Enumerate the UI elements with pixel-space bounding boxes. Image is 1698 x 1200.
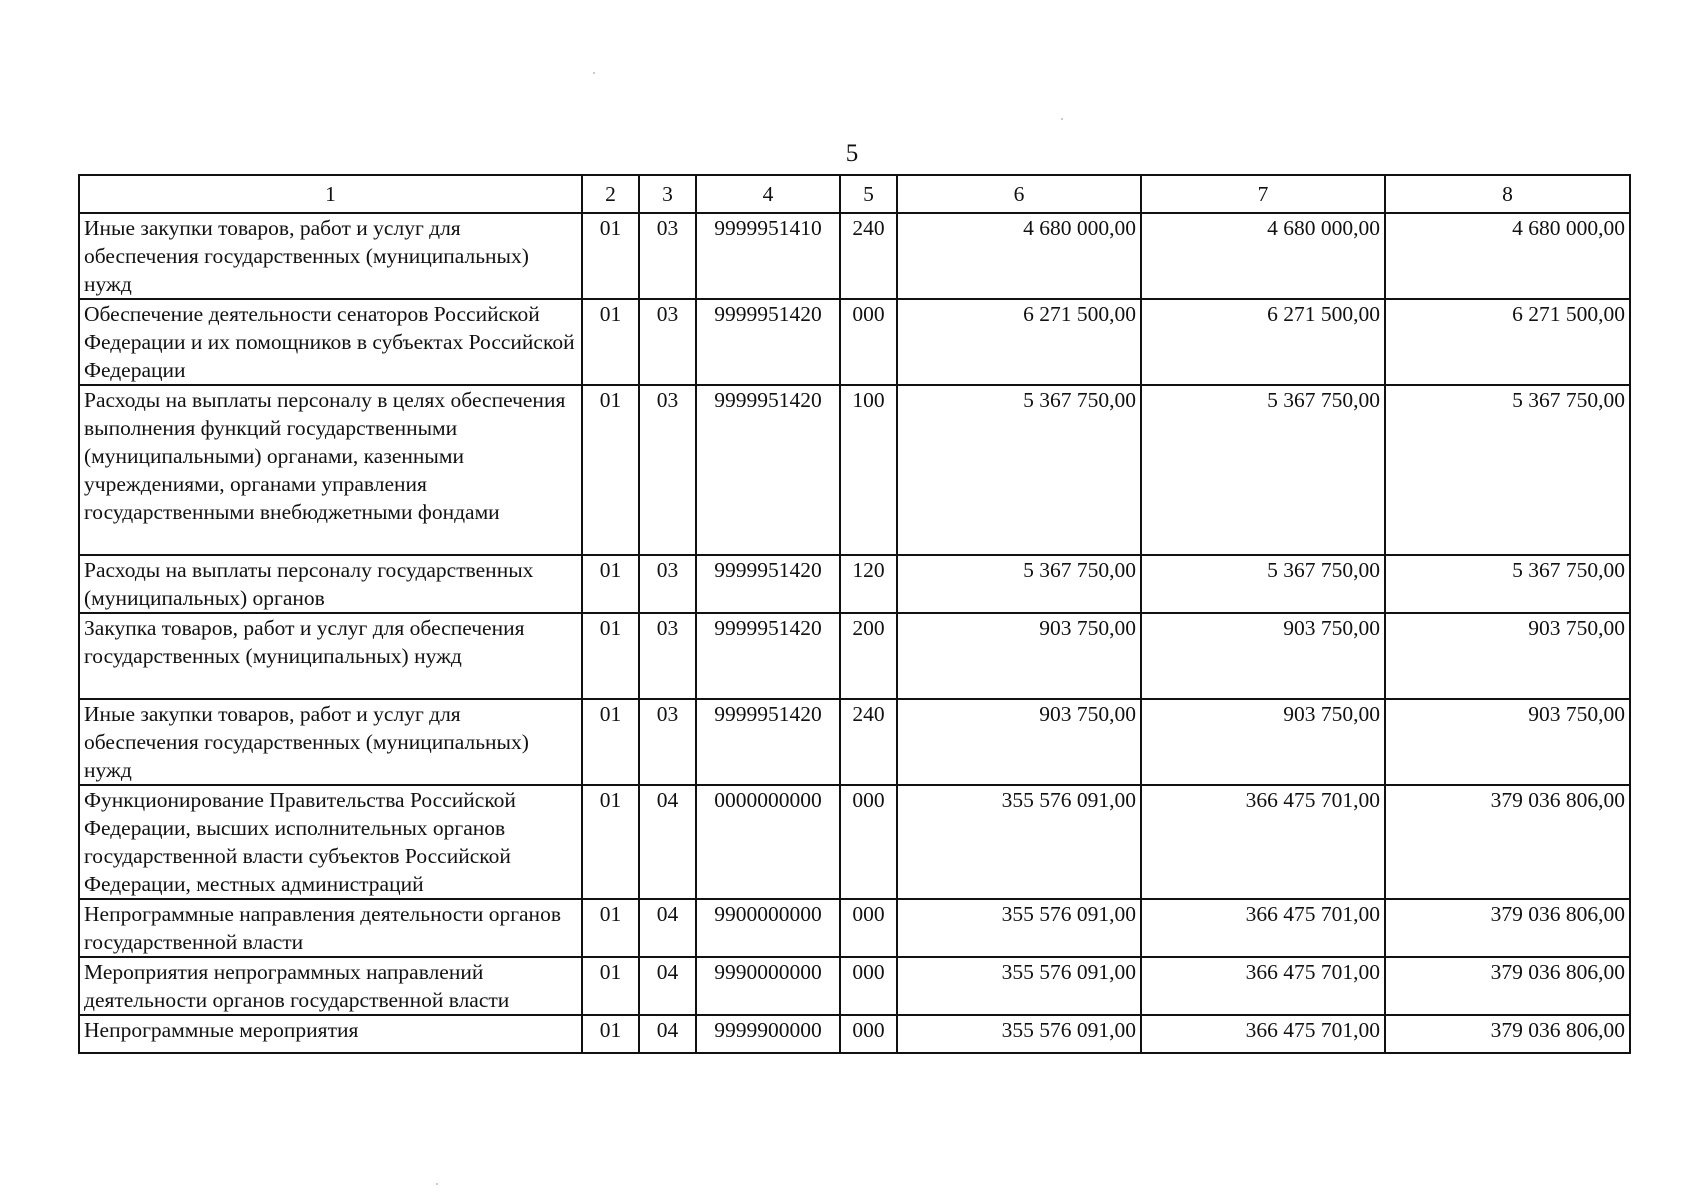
row-amount-col6: 355 576 091,00 [897, 899, 1141, 957]
row-target-code: 9999951420 [696, 613, 840, 699]
row-target-code: 9999951420 [696, 555, 840, 613]
row-target-code: 0000000000 [696, 785, 840, 899]
row-expense-type: 120 [840, 555, 897, 613]
row-name: Обеспечение деятельности сенаторов Российской Федерации и их помощников в субъектах Российской Федерации [79, 299, 582, 385]
row-target-code: 9900000000 [696, 899, 840, 957]
scan-speck [593, 72, 595, 74]
row-expense-type: 000 [840, 1015, 897, 1053]
row-amount-col7: 5 367 750,00 [1141, 555, 1385, 613]
row-name: Непрограммные направления деятельности органов государственной власти [79, 899, 582, 957]
page-number: 5 [845, 140, 859, 167]
budget-table [78, 174, 1631, 1054]
table-row [79, 899, 1630, 957]
row-subsection: 03 [639, 299, 696, 385]
row-subsection: 03 [639, 555, 696, 613]
row-expense-type: 000 [840, 299, 897, 385]
row-amount-col8: 379 036 806,00 [1385, 899, 1630, 957]
row-section: 01 [582, 899, 639, 957]
table-row [79, 213, 1630, 299]
table-row [79, 785, 1630, 899]
row-name: Непрограммные мероприятия [79, 1015, 582, 1053]
row-expense-type: 000 [840, 957, 897, 1015]
row-section: 01 [582, 299, 639, 385]
header-col-6: 6 [897, 175, 1141, 213]
row-section: 01 [582, 555, 639, 613]
row-name: Расходы на выплаты персоналу в целях обеспечения выполнения функций государственными (муниципальными) органами, казенными учреждениями, органами управления государственными внебюджетными фондами [79, 385, 582, 555]
row-section: 01 [582, 613, 639, 699]
row-name: Закупка товаров, работ и услуг для обеспечения государственных (муниципальных) нужд [79, 613, 582, 699]
row-subsection: 04 [639, 1015, 696, 1053]
header-col-3: 3 [639, 175, 696, 213]
row-name: Функционирование Правительства Российской Федерации, высших исполнительных органов государственной власти субъектов Российской Федерации, местных администраций [79, 785, 582, 899]
row-section: 01 [582, 385, 639, 555]
row-amount-col8: 379 036 806,00 [1385, 785, 1630, 899]
header-col-4: 4 [696, 175, 840, 213]
row-subsection: 03 [639, 613, 696, 699]
row-amount-col8: 379 036 806,00 [1385, 1015, 1630, 1053]
row-subsection: 04 [639, 957, 696, 1015]
row-amount-col7: 6 271 500,00 [1141, 299, 1385, 385]
row-subsection: 03 [639, 213, 696, 299]
header-col-2: 2 [582, 175, 639, 213]
table-row [79, 613, 1630, 699]
row-target-code: 9990000000 [696, 957, 840, 1015]
row-amount-col8: 379 036 806,00 [1385, 957, 1630, 1015]
row-amount-col6: 903 750,00 [897, 613, 1141, 699]
row-name: Иные закупки товаров, работ и услуг для обеспечения государственных (муниципальных) нужд [79, 213, 582, 299]
row-section: 01 [582, 213, 639, 299]
row-target-code: 9999951410 [696, 213, 840, 299]
row-target-code: 9999951420 [696, 699, 840, 785]
row-expense-type: 100 [840, 385, 897, 555]
header-row [79, 175, 1630, 213]
row-amount-col6: 903 750,00 [897, 699, 1141, 785]
row-name: Мероприятия непрограммных направлений деятельности органов государственной власти [79, 957, 582, 1015]
row-section: 01 [582, 1015, 639, 1053]
row-target-code: 9999951420 [696, 385, 840, 555]
row-amount-col8: 903 750,00 [1385, 613, 1630, 699]
row-expense-type: 200 [840, 613, 897, 699]
row-name: Иные закупки товаров, работ и услуг для обеспечения государственных (муниципальных) нужд [79, 699, 582, 785]
row-subsection: 03 [639, 699, 696, 785]
table-row [79, 1015, 1630, 1053]
row-expense-type: 000 [840, 899, 897, 957]
row-amount-col8: 4 680 000,00 [1385, 213, 1630, 299]
row-amount-col7: 366 475 701,00 [1141, 957, 1385, 1015]
row-amount-col6: 5 367 750,00 [897, 385, 1141, 555]
row-amount-col7: 903 750,00 [1141, 613, 1385, 699]
row-subsection: 04 [639, 899, 696, 957]
table-row [79, 555, 1630, 613]
row-amount-col8: 5 367 750,00 [1385, 555, 1630, 613]
row-expense-type: 000 [840, 785, 897, 899]
header-col-8: 8 [1385, 175, 1630, 213]
row-amount-col8: 6 271 500,00 [1385, 299, 1630, 385]
row-section: 01 [582, 785, 639, 899]
row-amount-col7: 366 475 701,00 [1141, 785, 1385, 899]
header-col-7: 7 [1141, 175, 1385, 213]
row-amount-col8: 5 367 750,00 [1385, 385, 1630, 555]
row-amount-col6: 355 576 091,00 [897, 957, 1141, 1015]
row-section: 01 [582, 957, 639, 1015]
row-amount-col8: 903 750,00 [1385, 699, 1630, 785]
row-amount-col7: 903 750,00 [1141, 699, 1385, 785]
row-target-code: 9999951420 [696, 299, 840, 385]
row-amount-col6: 6 271 500,00 [897, 299, 1141, 385]
row-subsection: 04 [639, 785, 696, 899]
row-amount-col7: 4 680 000,00 [1141, 213, 1385, 299]
scan-speck [436, 1183, 438, 1185]
table-row [79, 699, 1630, 785]
header-col-1: 1 [79, 175, 582, 213]
row-amount-col7: 5 367 750,00 [1141, 385, 1385, 555]
row-amount-col7: 366 475 701,00 [1141, 1015, 1385, 1053]
table-row [79, 385, 1630, 555]
row-name: Расходы на выплаты персоналу государственных (муниципальных) органов [79, 555, 582, 613]
row-subsection: 03 [639, 385, 696, 555]
row-expense-type: 240 [840, 699, 897, 785]
row-amount-col6: 4 680 000,00 [897, 213, 1141, 299]
row-amount-col6: 355 576 091,00 [897, 785, 1141, 899]
row-expense-type: 240 [840, 213, 897, 299]
row-target-code: 9999900000 [696, 1015, 840, 1053]
table-row [79, 957, 1630, 1015]
row-amount-col6: 5 367 750,00 [897, 555, 1141, 613]
row-amount-col7: 366 475 701,00 [1141, 899, 1385, 957]
row-section: 01 [582, 699, 639, 785]
scan-speck [1061, 118, 1063, 120]
row-amount-col6: 355 576 091,00 [897, 1015, 1141, 1053]
header-col-5: 5 [840, 175, 897, 213]
table-row [79, 299, 1630, 385]
